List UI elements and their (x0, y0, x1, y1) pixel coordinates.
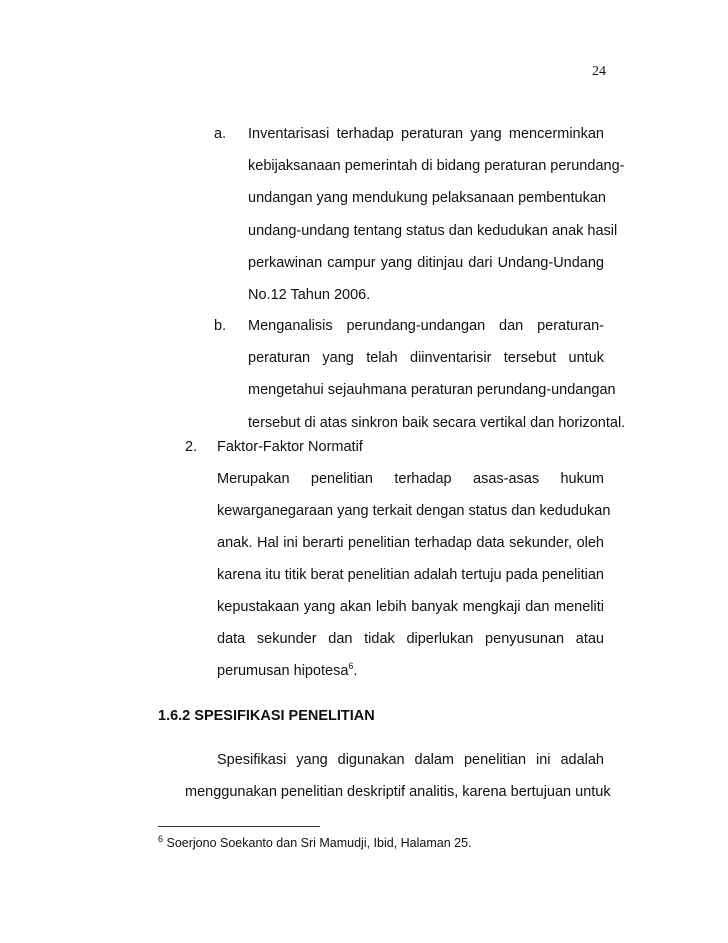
page-number: 24 (592, 64, 606, 79)
section-heading: 1.6.2 SPESIFIKASI PENELITIAN (158, 708, 375, 724)
section-2-title: Faktor-Faktor Normatif (217, 439, 363, 455)
item-b-line-1: Menganalisis perundang-undangan dan peraturan- (248, 318, 604, 334)
section-2-line-4: karena itu titik berat penelitian adalah tertuju pada penelitian (217, 567, 604, 583)
item-b-label: b. (214, 318, 227, 334)
item-a-line-1: Inventarisasi terhadap peraturan yang mencerminkan (248, 126, 604, 142)
section-2-line-1: Merupakan penelitian terhadap asas-asas hukum (217, 471, 604, 487)
section-2-label: 2. (185, 439, 198, 455)
footnote-number: 6 (158, 833, 164, 844)
section-2-last-line (217, 661, 357, 681)
section-2-last-punct: . (353, 663, 358, 679)
footnote-text: Soerjono Soekanto dan Sri Mamudji, Ibid, Halaman 25. (163, 836, 472, 850)
footnote-reference[interactable]: 6 (348, 661, 354, 672)
item-a-line-5: perkawinan campur yang ditinjau dari Undang-Undang (248, 255, 604, 271)
item-a-label: a. (214, 126, 227, 142)
section-2-last-text: perumusan hipotesa (217, 663, 349, 679)
item-a-line-2: kebijaksanaan pemerintah di bidang peraturan perundang- (248, 158, 625, 174)
footnote (158, 834, 472, 852)
section-2-line-6: data sekunder dan tidak diperlukan penyusunan atau (217, 631, 604, 647)
item-b-line-2: peraturan yang telah diinventarisir tersebut untuk (248, 350, 604, 366)
section-2-line-3: anak. Hal ini berarti penelitian terhadap data sekunder, oleh (217, 535, 604, 551)
spec-line-1: Spesifikasi yang digunakan dalam penelitian ini adalah (217, 752, 604, 768)
item-a-line-3: undangan yang mendukung pelaksanaan pembentukan (248, 190, 606, 206)
footnote-rule (158, 826, 320, 827)
item-a-line-4: undang-undang tentang status dan kedudukan anak hasil (248, 223, 618, 239)
spec-line-2: menggunakan penelitian deskriptif analitis, karena bertujuan untuk (185, 784, 611, 800)
item-b-line-4: tersebut di atas sinkron baik secara vertikal dan horizontal. (248, 415, 626, 431)
item-a-line-6: No.12 Tahun 2006. (248, 287, 371, 303)
item-b-line-3: mengetahui sejauhmana peraturan perundang-undangan (248, 382, 616, 398)
section-2-line-2: kewarganegaraan yang terkait dengan status dan kedudukan (217, 503, 611, 519)
section-2-line-5: kepustakaan yang akan lebih banyak mengkaji dan meneliti (217, 599, 604, 615)
